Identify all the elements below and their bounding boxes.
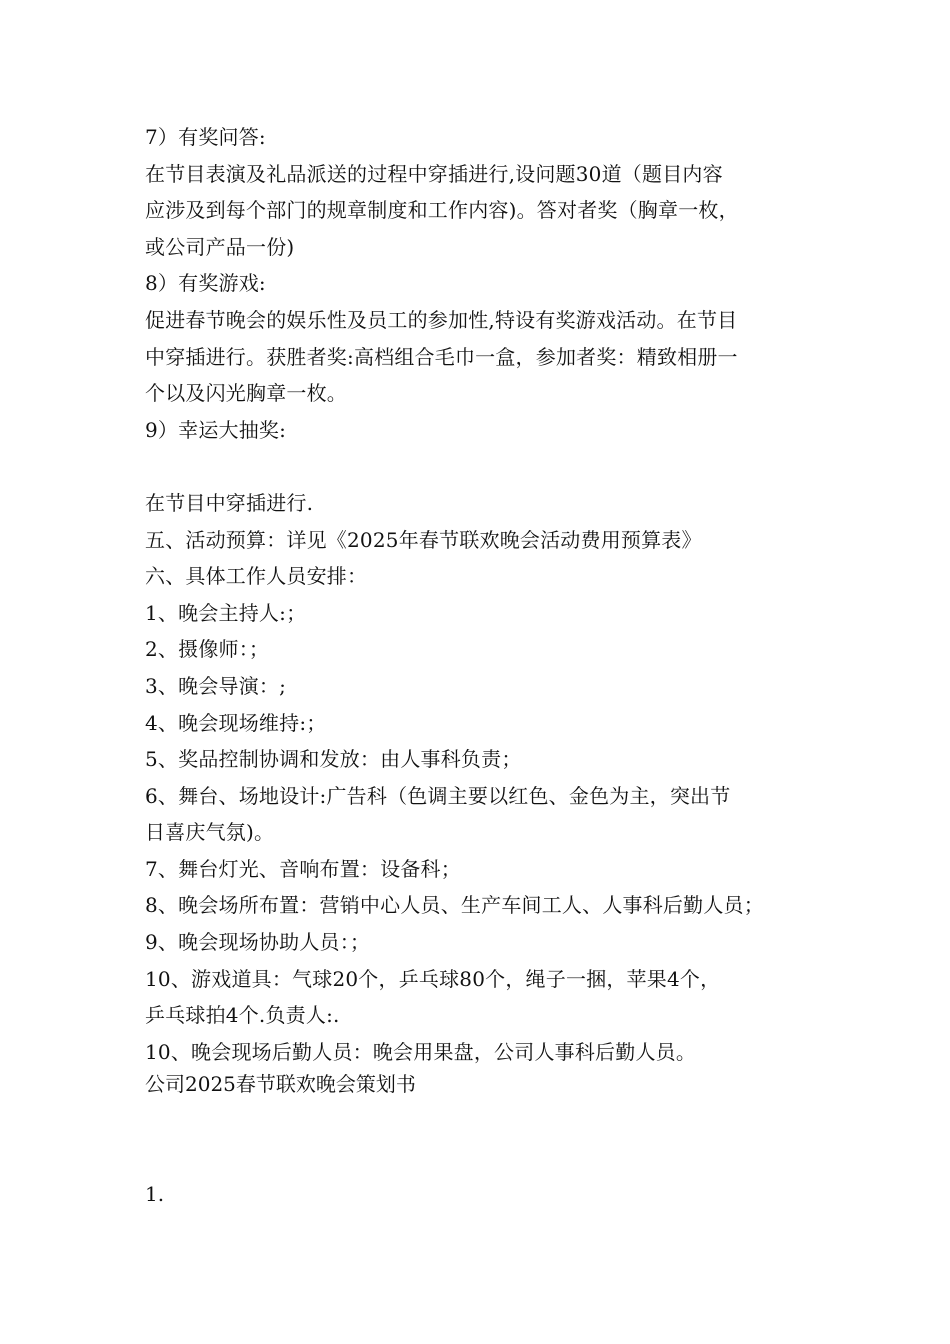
text-line: 应涉及到每个部门的规章制度和工作内容)。答对者奖（胸章一枚， [145, 198, 739, 223]
text-line: 在节目表演及礼品派送的过程中穿插进行,设问题30道（题目内容 [145, 161, 723, 186]
text-line: 10、晚会现场后勤人员：晚会用果盘，公司人事科后勤人员。 [145, 1039, 697, 1064]
text-line: 8、晚会场所布置：营销中心人员、生产车间工人、人事科后勤人员； [145, 893, 764, 918]
page-number: 1. [145, 1182, 165, 1206]
text-line: 五、活动预算：详见《2025年春节联欢晚会活动费用预算表》 [145, 527, 702, 552]
text-line: 六、具体工作人员安排： [145, 564, 368, 589]
text-line: 1、晚会主持人:； [145, 600, 307, 625]
text-line: 8）有奖游戏: [145, 271, 266, 296]
blank-line [145, 448, 815, 485]
text-line: 促进春节晚会的娱乐性及员工的参加性,特设有奖游戏活动。在节目 [145, 307, 738, 332]
text-line: 乒乓球拍4个.负责人:. [145, 1003, 340, 1028]
text-line: 个以及闪光胸章一枚。 [145, 381, 347, 406]
text-line: 6、舞台、场地设计:广告科（色调主要以红色、金色为主，突出节 [145, 783, 731, 808]
text-line: 4、晚会现场维持:； [145, 710, 327, 735]
document-body [145, 119, 815, 1070]
text-line: 9）幸运大抽奖: [145, 417, 287, 442]
text-line: 中穿插进行。获胜者奖:高档组合毛巾一盒，参加者奖：精致相册一 [145, 344, 738, 369]
text-line: 2、摄像师：； [145, 637, 270, 662]
text-line: 或公司产品一份) [145, 234, 295, 259]
text-line: 7、舞台灯光、音响布置：设备科； [145, 856, 461, 881]
text-line: 3、晚会导演：; [145, 673, 287, 698]
text-line: 在节目中穿插进行. [145, 490, 314, 515]
document-title: 公司2025春节联欢晚会策划书 [145, 1072, 416, 1096]
text-line: 10、游戏道具：气球20个，乒乓球80个，绳子一捆，苹果4个， [145, 966, 721, 991]
text-line: 7）有奖问答: [145, 125, 266, 149]
text-line: 日喜庆气氛)。 [145, 820, 275, 845]
text-line: 9、晚会现场协助人员：； [145, 930, 371, 955]
text-line: 5、奖品控制协调和发放：由人事科负责； [145, 747, 522, 772]
